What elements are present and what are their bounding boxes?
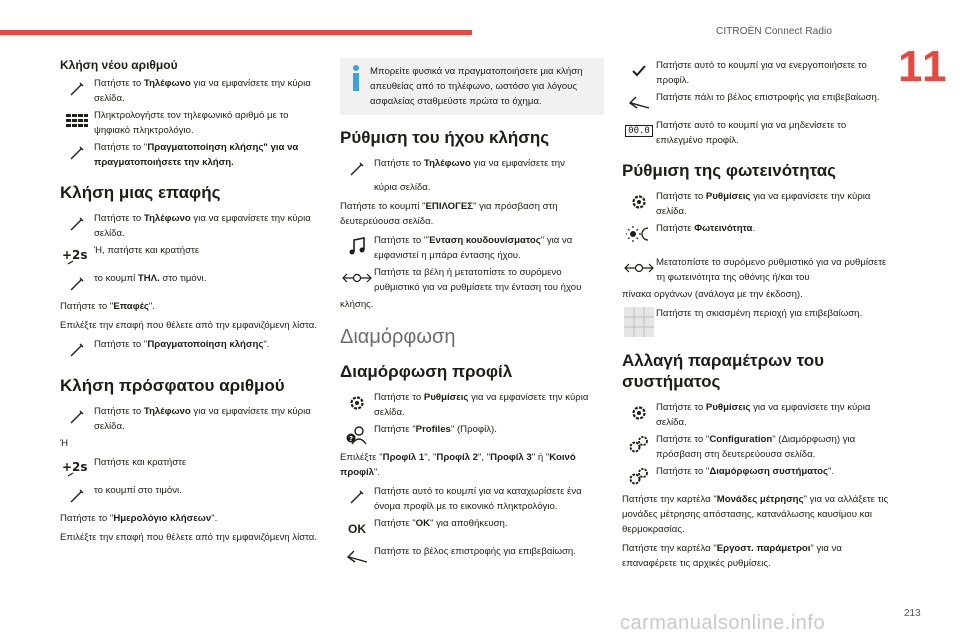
step-row: Πατήστε το "Ένταση κουδουνίσματος" για να εμφανιστεί η μπάρα έντασης ήχου. bbox=[340, 233, 604, 263]
slider-arrows-icon bbox=[622, 255, 656, 281]
tel-button-hold-icon bbox=[60, 243, 94, 269]
section-title-recent-number: Κλήση πρόσφατου αριθμού bbox=[60, 376, 285, 395]
svg-text:?: ? bbox=[349, 435, 354, 443]
paragraph: Πατήστε την καρτέλα "Εργοστ. παράμετροι" για να επαναφέρετε τις αρχικές ρυθμίσεις. bbox=[622, 543, 842, 569]
configuration-gears-icon bbox=[622, 464, 656, 490]
tel-badge-text: +2s bbox=[62, 460, 88, 474]
column-2 bbox=[340, 58, 604, 572]
configuration-gears-icon bbox=[622, 432, 656, 458]
paragraph: Πατήστε την καρτέλα "Μονάδες μέτρησης" για να αλλάξετε τις μονάδες μέτρησης απόστασης, κατανάλωσης καυσίμου και θερμοκρασίας. bbox=[622, 494, 889, 535]
step-row: ? Πατήστε "Profiles" (Προφίλ). bbox=[340, 422, 604, 448]
step-row: +2s Ή, πατήστε και κρατήστε bbox=[60, 243, 320, 269]
gear-icon bbox=[622, 189, 656, 215]
ok-glyph: OK bbox=[348, 522, 366, 536]
step-row: Πατήστε αυτό το κουμπί για να καταχωρίσετε ένα όνομα προφίλ με το εικονικό πληκτρολόγιο. bbox=[340, 484, 604, 514]
gear-icon bbox=[622, 400, 656, 426]
step-row: Πατήστε τα βέλη ή μετατοπίστε το συρόμενο ρυθμιστικό για να ρυθμίσετε την ένταση του ήχου bbox=[340, 265, 604, 295]
paragraph: Πατήστε το "Ημερολόγιο κλήσεων". bbox=[60, 513, 218, 524]
step-row: +2s Πατήστε και κρατήστε bbox=[60, 455, 320, 481]
checkmark-icon bbox=[622, 58, 656, 84]
section-title-call-contact: Κλήση μιας επαφής bbox=[60, 183, 221, 202]
tel-badge-text: +2s bbox=[62, 248, 88, 262]
column-1 bbox=[60, 58, 320, 549]
phone-handset-icon bbox=[60, 76, 94, 102]
pencil-icon bbox=[340, 484, 374, 510]
phone-handset-icon bbox=[60, 404, 94, 430]
shaded-area-icon bbox=[622, 306, 656, 338]
chapter-title: Διαμόρφωση bbox=[340, 326, 456, 348]
running-header: CITROËN Connect Radio bbox=[716, 26, 833, 37]
paragraph: κύρια σελίδα. bbox=[374, 182, 431, 193]
back-arrow-icon bbox=[340, 544, 374, 570]
paragraph: κλήσης. bbox=[340, 299, 374, 310]
step-row: Πατήστε το "Configuration" (Διαμόρφωση) για πρόσβαση στη δευτερεύουσα σελίδα. bbox=[622, 432, 892, 462]
step-row: Πληκτρολογήστε τον τηλεφωνικό αριθμό με το ψηφιακό πληκτρολόγιο. bbox=[60, 108, 320, 138]
step-row: Πατήστε πάλι το βέλος επιστροφής για επιβεβαίωση. bbox=[622, 90, 892, 116]
phone-handset-icon bbox=[60, 271, 94, 297]
step-row: Πατήστε το Ρυθμίσεις για να εμφανίσετε την κύρια σελίδα. bbox=[622, 189, 892, 219]
section-title-new-number: Κλήση νέου αριθμού bbox=[60, 58, 178, 72]
step-row: Πατήστε το Ρυθμίσεις για να εμφανίσετε την κύρια σελίδα. bbox=[622, 400, 892, 430]
reset-counter-icon bbox=[622, 118, 656, 144]
step-row: Πατήστε το Τηλέφωνο για να εμφανίσετε την bbox=[340, 156, 604, 182]
step-row: OK Πατήστε "OK" για αποθήκευση. bbox=[340, 516, 604, 542]
watermark: carmanualsonline.info bbox=[620, 612, 826, 634]
music-note-icon bbox=[340, 233, 374, 259]
step-row: Μετατοπίστε το συρόμενο ρυθμιστικό για να ρυθμίσετε τη φωτεινότητα της οθόνης ή/και του bbox=[622, 255, 892, 285]
step-row: Πατήστε το Τηλέφωνο για να εμφανίσετε την κύρια σελίδα. bbox=[60, 404, 320, 434]
or-label: Ή bbox=[60, 438, 69, 449]
slider-arrows-icon bbox=[340, 265, 374, 291]
column-3 bbox=[622, 58, 892, 575]
phone-handset-icon bbox=[60, 483, 94, 509]
phone-handset-icon bbox=[60, 337, 94, 363]
step-row: Πατήστε το Ρυθμίσεις για να εμφανίσετε την κύρια σελίδα. bbox=[340, 390, 604, 420]
paragraph: πίνακα οργάνων (ανάλογα με την έκδοση). bbox=[622, 289, 803, 300]
profile-question-icon bbox=[340, 422, 374, 448]
keypad-icon bbox=[60, 108, 94, 134]
step-row: Πατήστε το Τηλέφωνο για να εμφανίσετε την κύρια σελίδα. bbox=[60, 76, 320, 106]
tel-button-hold-icon bbox=[60, 455, 94, 481]
paragraph: Πατήστε το "Επαφές". bbox=[60, 301, 155, 312]
phone-handset-icon bbox=[60, 211, 94, 237]
info-icon bbox=[350, 64, 362, 92]
step-row: το κουμπί στο τιμόνι. bbox=[60, 483, 320, 509]
step-row: Πατήστε το Τηλέφωνο για να εμφανίσετε την κύρια σελίδα. bbox=[60, 211, 320, 241]
reset-counter-label: 00.0 bbox=[625, 125, 653, 137]
section-title-system-settings: Αλλαγή παραμέτρων του συστήματος bbox=[622, 351, 825, 391]
info-box: Μπορείτε φυσικά να πραγματοποιήσετε μια κλήση απευθείας από το τηλέφωνο, ωστόσο για λόγους ασφαλείας σταθμεύστε πρώτα το όχημα. bbox=[340, 58, 604, 115]
step-row: 00.0 Πατήστε αυτό το κουμπί για να μηδενίσετε το επιλεγμένο προφίλ. bbox=[622, 118, 892, 148]
paragraph: Επιλέξτε την επαφή που θέλετε από την εμφανιζόμενη λίστα. bbox=[60, 532, 318, 543]
back-arrow-icon bbox=[622, 90, 656, 116]
phone-handset-icon bbox=[60, 140, 94, 166]
top-accent-bar bbox=[0, 30, 472, 35]
step-row: το κουμπί ΤΗΛ. στο τιμόνι. bbox=[60, 271, 320, 297]
section-title-profiles: Διαμόρφωση προφίλ bbox=[340, 362, 513, 381]
step-row: Πατήστε το "Διαμόρφωση συστήματος". bbox=[622, 464, 892, 490]
section-title-brightness: Ρύθμιση της φωτεινότητας bbox=[622, 161, 836, 180]
page-number: 213 bbox=[904, 608, 921, 619]
brightness-icon bbox=[622, 221, 656, 247]
step-row: Πατήστε το βέλος επιστροφής για επιβεβαίωση. bbox=[340, 544, 604, 570]
step-row: Πατήστε τη σκιασμένη περιοχή για επιβεβαίωση. bbox=[622, 306, 892, 338]
paragraph: Πατήστε το κουμπί "ΕΠΙΛΟΓΕΣ" για πρόσβαση στη δευτερεύουσα σελίδα. bbox=[340, 201, 558, 227]
section-title-ringtone: Ρύθμιση του ήχου κλήσης bbox=[340, 128, 550, 147]
step-row: Πατήστε το "Πραγματοποίηση κλήσης" για να πραγματοποιήσετε την κλήση. bbox=[60, 140, 320, 170]
ok-button-icon bbox=[340, 516, 374, 542]
gear-icon bbox=[340, 390, 374, 416]
step-row: Πατήστε αυτό το κουμπί για να ενεργοποιήσετε το προφίλ. bbox=[622, 58, 892, 88]
paragraph: Επιλέξτε την επαφή που θέλετε από την εμφανιζόμενη λίστα. bbox=[60, 320, 318, 331]
step-row: Πατήστε το "Πραγματοποίηση κλήσης". bbox=[60, 337, 320, 363]
step-row: Πατήστε Φωτεινότητα. bbox=[622, 221, 892, 247]
paragraph: Επιλέξτε "Προφίλ 1", "Προφίλ 2", "Προφίλ 3" ή "Κοινό προφίλ". bbox=[340, 452, 576, 478]
chapter-number: 11 bbox=[898, 42, 949, 91]
phone-handset-icon bbox=[340, 156, 374, 182]
